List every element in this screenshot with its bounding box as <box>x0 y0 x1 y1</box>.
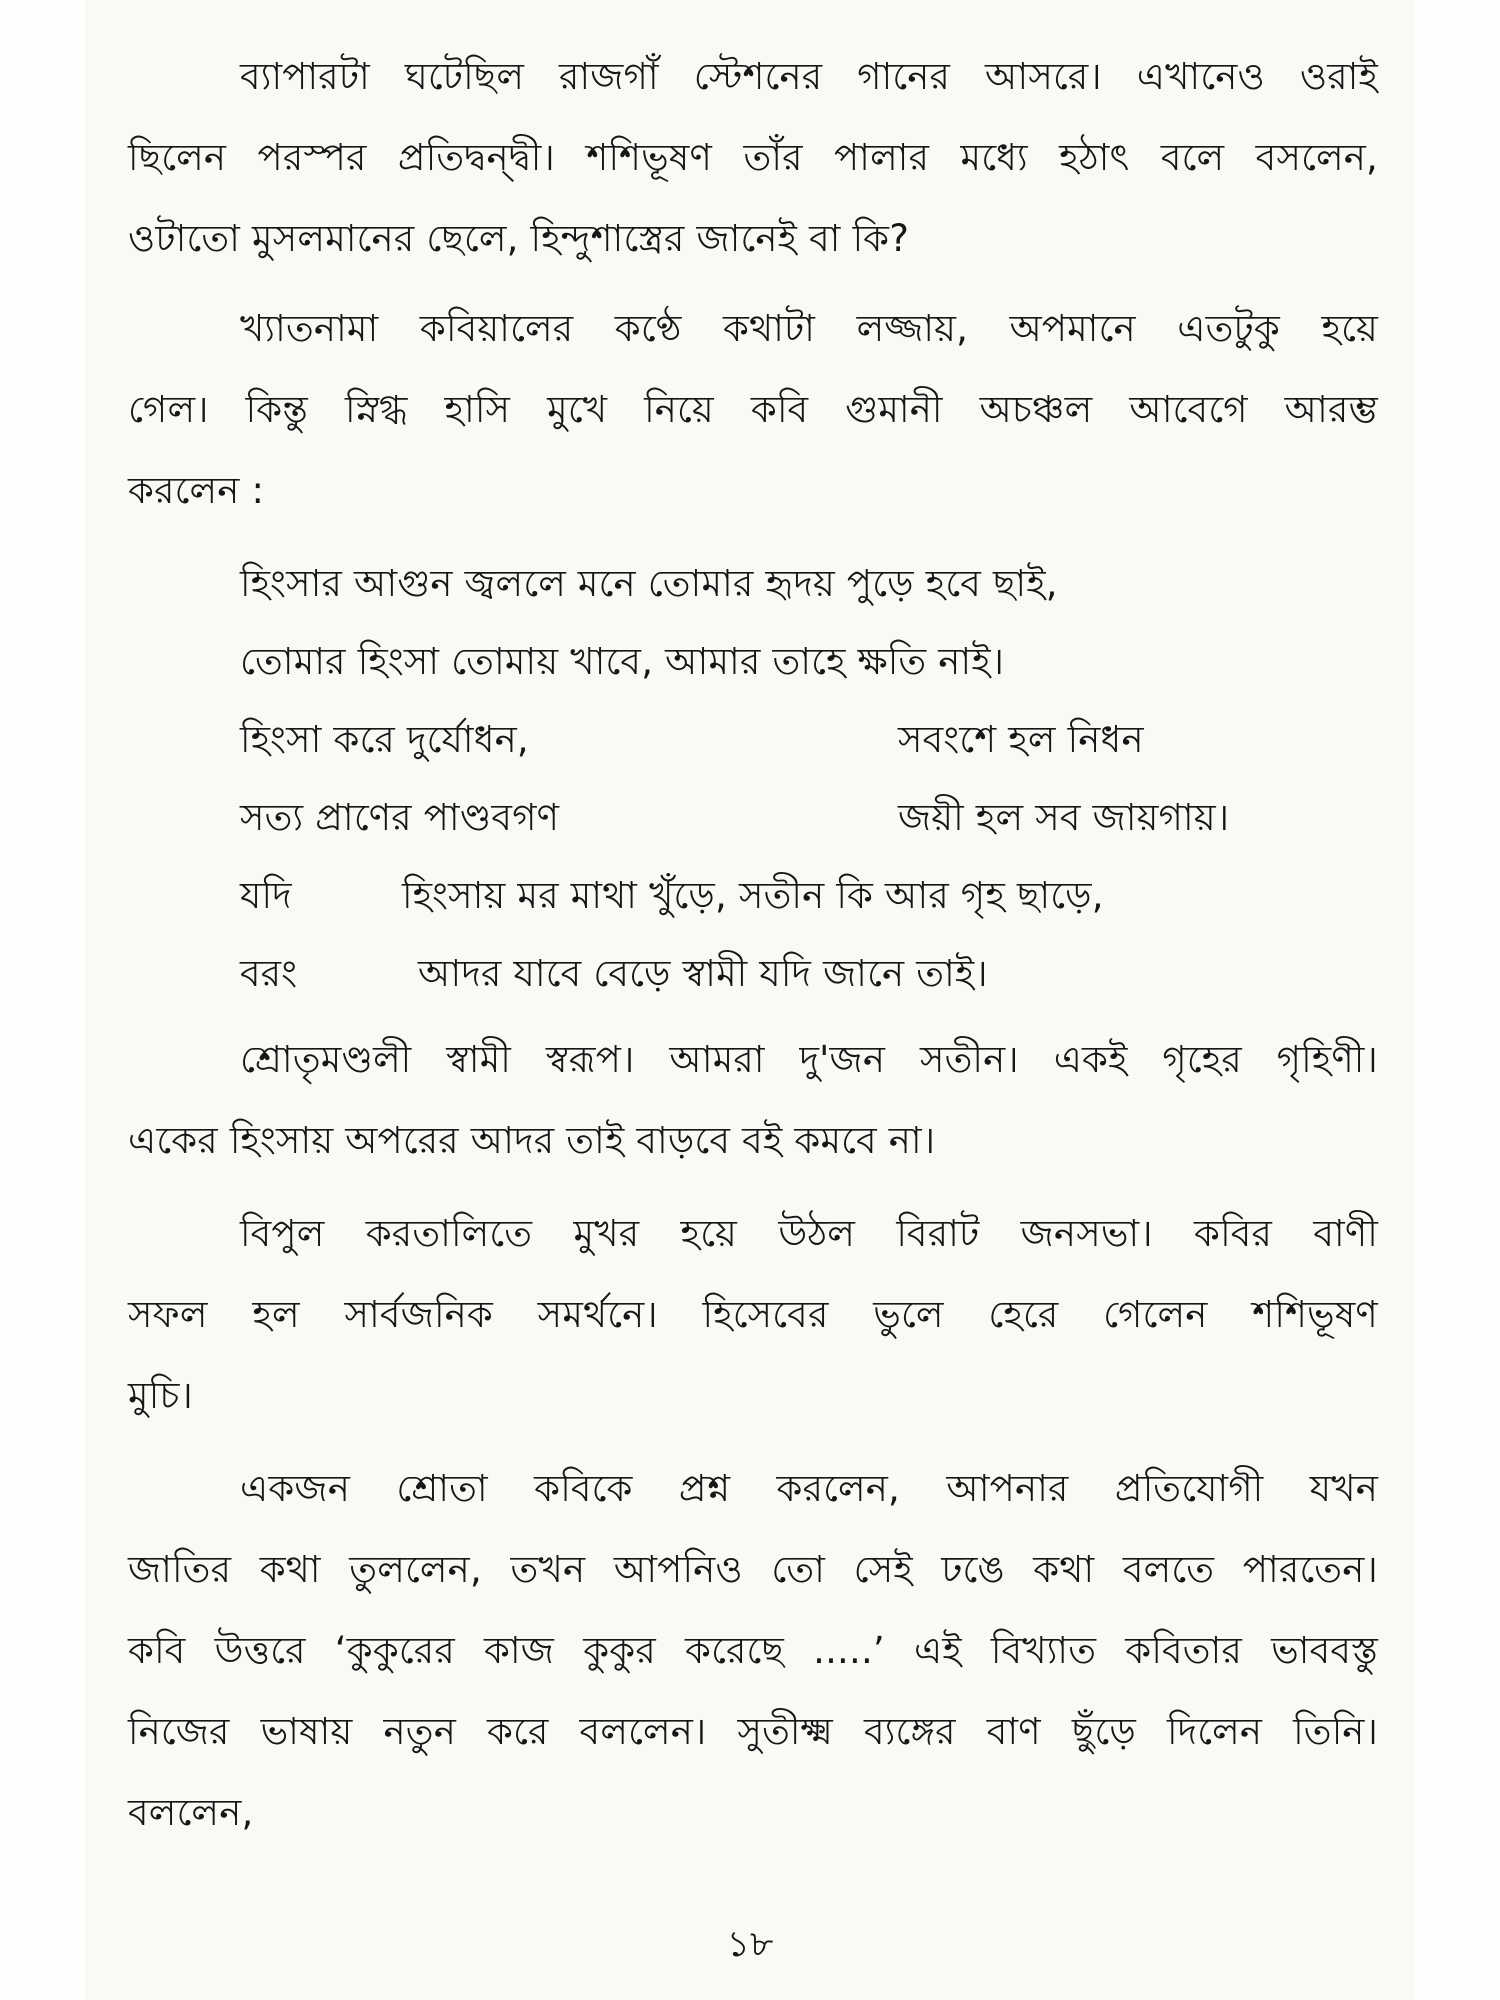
verse-line-2 <box>128 621 1378 699</box>
paragraph-4-line-2: সফল হল সার্বজনিক সমর্থনে। হিসেবের ভুলে হেরে গেলেন শশিভূষণ <box>128 1293 1378 1336</box>
verse-line-5-left: যদি <box>240 874 292 917</box>
paragraph-5 <box>128 1448 1378 1853</box>
verse-block <box>128 543 1378 1011</box>
paragraph-5-line-5: বললেন, <box>128 1791 254 1834</box>
paragraph-3-line-1: শ্রোতৃমণ্ডলী স্বামী স্বরূপ। আমরা দু'জন সতীন। একই গৃহের গৃহিণী। <box>240 1038 1378 1081</box>
paragraph-5-line-1: একজন শ্রোতা কবিকে প্রশ্ন করলেন, আপনার প্রতিযোগী যখন <box>240 1467 1378 1510</box>
verse-line-1-text: হিংসার আগুন জ্বললে মনে তোমার হৃদয় পুড়ে হবে ছাই, <box>240 562 1058 605</box>
verse-line-5 <box>128 855 1378 933</box>
verse-line-3-left: হিংসা করে দুর্যোধন, <box>240 718 529 761</box>
paragraph-3 <box>128 1019 1378 1181</box>
verse-line-6-right: আদর যাবে বেড়ে স্বামী যদি জানে তাই। <box>418 952 988 995</box>
paragraph-2 <box>128 288 1378 531</box>
paragraph-2-line-1: খ্যাতনামা কবিয়ালের কণ্ঠে কথাটা লজ্জায়, অপমানে এতটুকু হয়ে <box>240 307 1378 350</box>
paragraph-4-line-1: বিপুল করতালিতে মুখর হয়ে উঠল বিরাট জনসভা। কবির বাণী <box>240 1212 1378 1255</box>
left-margin <box>0 0 85 2000</box>
verse-line-6-left: বরং <box>240 952 298 995</box>
verse-line-3-right: সবংশে হল নিধন <box>898 718 1144 761</box>
paragraph-1-line-3: ওটাতো মুসলমানের ছেলে, হিন্দুশাস্ত্রের জানেই বা কি? <box>128 217 910 260</box>
paragraph-5-line-4: নিজের ভাষায় নতুন করে বললেন। সুতীক্ষ্ম ব্যঙ্গের বাণ ছুঁড়ে দিলেন তিনি। <box>128 1710 1378 1753</box>
right-margin <box>1415 0 1500 2000</box>
verse-line-1 <box>128 543 1378 621</box>
paragraph-1-line-1: ব্যাপারটা ঘটেছিল রাজগাঁ স্টেশনের গানের আসরে। এখানেও ওরাই <box>240 55 1378 98</box>
paragraph-5-line-3: কবি উত্তরে ‘কুকুরের কাজ কুকুর করেছে .....’ এই বিখ্যাত কবিতার ভাববস্তু <box>128 1629 1378 1672</box>
paragraph-1-line-2: ছিলেন পরস্পর প্রতিদ্বন্দ্বী। শশিভূষণ তাঁর পালার মধ্যে হঠাৎ বলে বসলেন, <box>128 136 1378 179</box>
paragraph-1 <box>128 36 1378 279</box>
verse-line-2-text: তোমার হিংসা তোমায় খাবে, আমার তাহে ক্ষতি নাই। <box>240 640 1005 683</box>
verse-line-6 <box>128 933 1378 1011</box>
paragraph-4-line-3: মুচি। <box>128 1374 193 1417</box>
verse-line-4-left: সত্য প্রাণের পাণ্ডবগণ <box>240 796 560 839</box>
paragraph-2-line-3: করলেন : <box>128 469 265 512</box>
verse-line-3 <box>128 699 1378 777</box>
page-number: ১৮ <box>726 1924 774 1965</box>
verse-line-4 <box>128 777 1378 855</box>
paragraph-5-line-2: জাতির কথা তুললেন, তখন আপনিও তো সেই ঢঙে কথা বলতে পারতেন। <box>128 1548 1378 1591</box>
verse-line-4-right: জয়ী হল সব জায়গায়। <box>898 796 1230 839</box>
paragraph-3-line-2: একের হিংসায় অপরের আদর তাই বাড়বে বই কমবে না। <box>128 1119 936 1162</box>
paragraph-4 <box>128 1193 1378 1436</box>
page-body <box>128 36 1378 1853</box>
verse-line-5-right: হিংসায় মর মাথা খুঁড়ে, সতীন কি আর গৃহ ছাড়ে, <box>402 874 1104 917</box>
paragraph-2-line-2: গেল। কিন্তু স্নিগ্ধ হাসি মুখে নিয়ে কবি গুমানী অচঞ্চল আবেগে আরম্ভ <box>128 388 1378 431</box>
